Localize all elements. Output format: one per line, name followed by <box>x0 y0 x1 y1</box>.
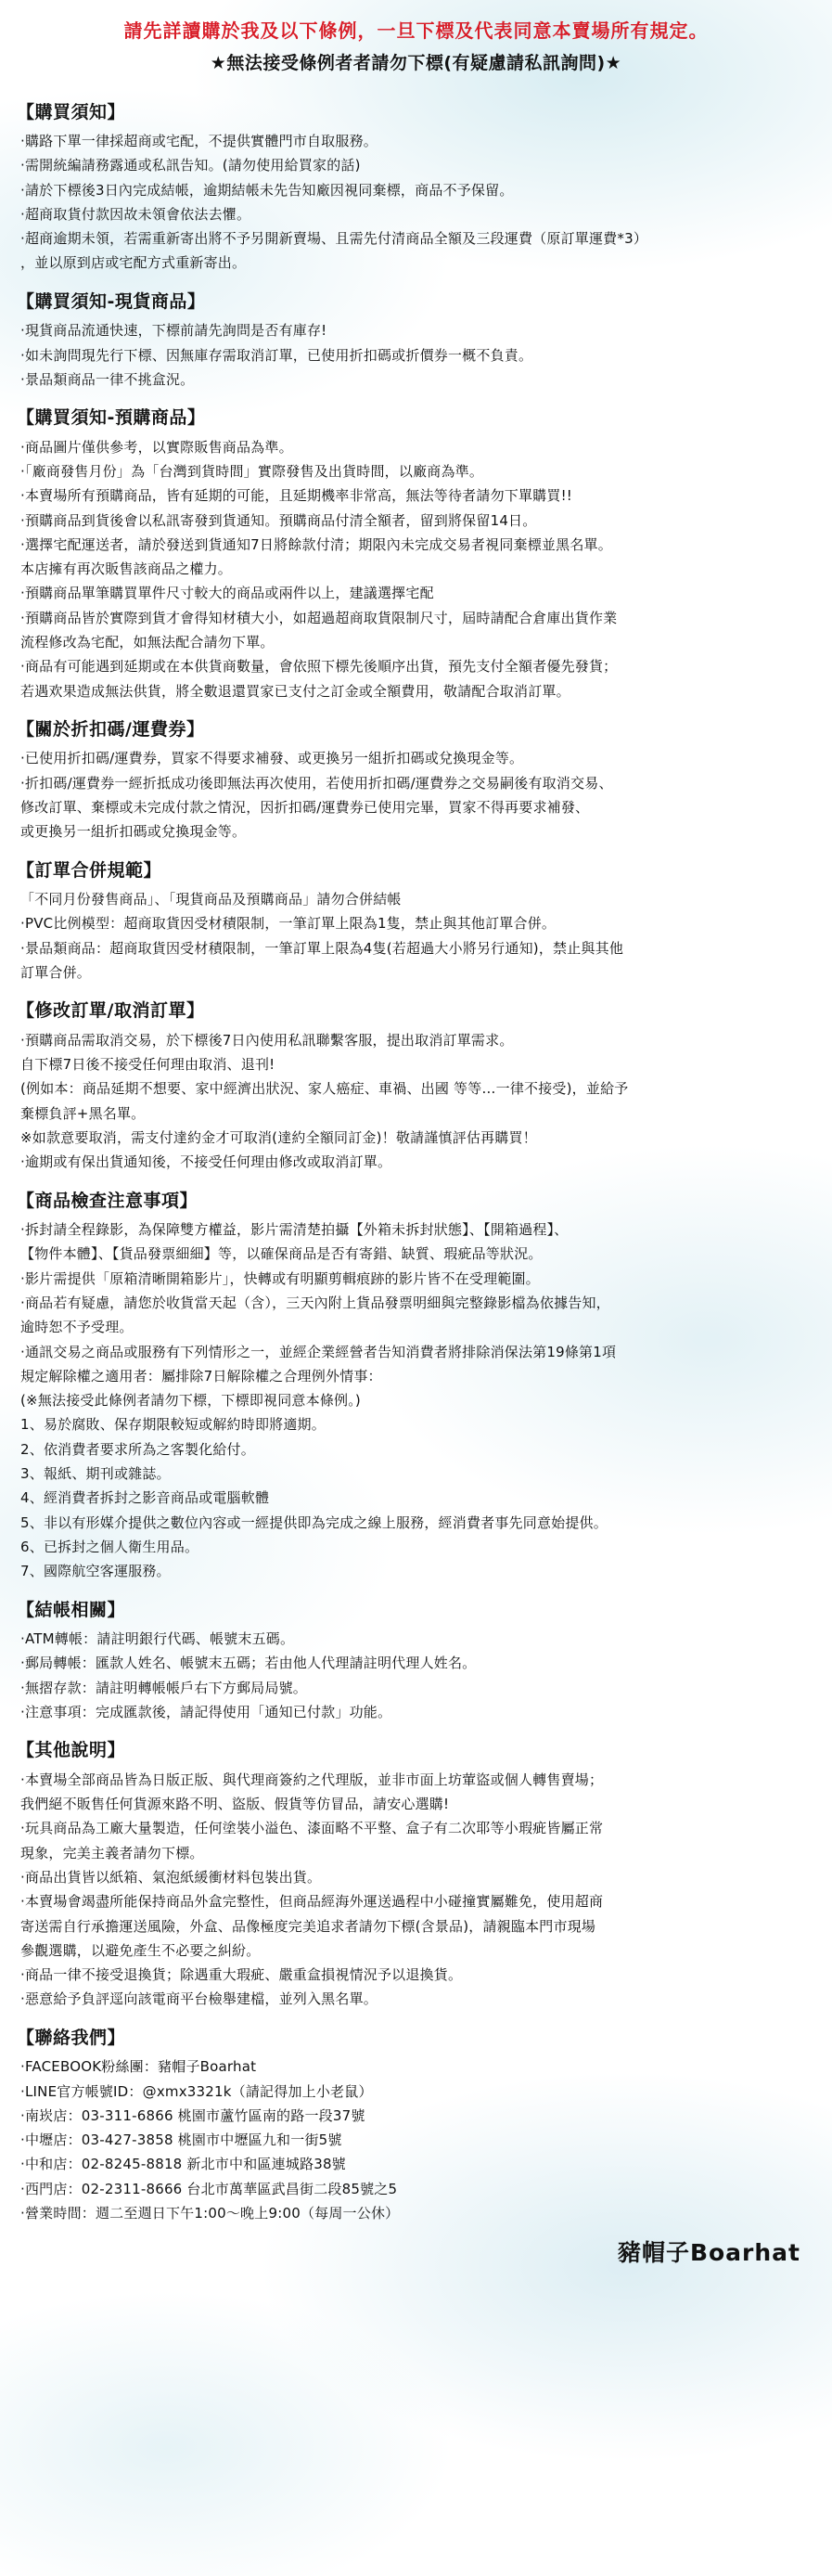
list-item: ‧選擇宅配運送者，請於發送到貨通知7日將餘款付清；期限內未完成交易者視同棄標並黑名單。 <box>20 535 612 553</box>
section-title: 【購買須知-現貨商品】 <box>17 290 206 312</box>
list-item: ‧中壢店：03-427-3858 桃園市中壢區九和一街5號 <box>20 2132 342 2149</box>
list-item: 本店擁有再次販售該商品之權力。 <box>20 560 233 578</box>
list-item: 2、依消費者要求所為之客製化給付。 <box>20 1440 255 1458</box>
list-item: 寄送需自行承擔運送風險，外盒、品像極度完美追求者請勿下標(含景品)，請親臨本門市現場 <box>20 1917 596 1935</box>
list-item: ‧商品出貨皆以紙箱、氣泡紙緩衝材料包裝出貨。 <box>20 1868 322 1886</box>
section-items <box>17 129 815 276</box>
list-item: ‧本賣場會竭盡所能保持商品外盒完整性，但商品經海外運送過程中小碰撞實屬難免，使用超商 <box>20 1893 604 1911</box>
list-item: ‧PVC比例模型：超商取貨因受材積限制，一筆訂單上限為1隻，禁止與其他訂單合併。 <box>20 915 557 933</box>
list-item: 7、國際航空客運服務。 <box>20 1563 171 1580</box>
list-item: (例如本：商品延期不想要、家中經濟出狀況、家人癌症、車禍、出國 等等…一律不接受)，並給予 <box>20 1080 629 1098</box>
list-item: 5、非以有形媒介提供之數位內容或一經提供即為完成之線上服務，經消費者事先同意始提供。 <box>20 1513 608 1531</box>
section-items <box>17 1217 815 1583</box>
list-item: ‧超商逾期未領，若需重新寄出將不予另開新賣場、且需先付清商品全額及三段運費（原訂單運費*3） <box>20 230 648 248</box>
list-item: ‧商品一律不接受退換貨；除遇重大瑕疵、嚴重盒損視情況予以退換貨。 <box>20 1966 463 1984</box>
list-item: 「不同月份發售商品」、「現貨商品及預購商品」請勿合併結帳 <box>20 891 402 908</box>
list-item: (※無法接受此條例者請勿下標，下標即視同意本條例。) <box>20 1392 361 1410</box>
list-item: ‧營業時間：週二至週日下午1:00～晚上9:00（每周一公休） <box>20 2204 400 2222</box>
section-title: 【其他說明】 <box>17 1740 126 1761</box>
list-item: 規定解除權之適用者：屬排除7日解除權之合理例外情事： <box>20 1367 382 1385</box>
list-item: 3、報紙、期刊或雜誌。 <box>20 1465 171 1483</box>
list-item: ‧拆封請全程錄影，為保障雙方權益，影片需清楚拍攝【外箱未拆封狀態】、【開箱過程】、 <box>20 1221 569 1239</box>
list-item: ‧商品圖片僅供參考，以實際販售商品為準。 <box>20 438 293 456</box>
section-title: 【修改訂單/取消訂單】 <box>17 1000 205 1022</box>
list-item: ‧請於下標後3日內完成結帳，逾期結帳未先告知廠因視同棄標，商品不予保留。 <box>20 181 514 199</box>
list-item: ‧本賣場所有預購商品，皆有延期的可能，且延期機率非常高，無法等待者請勿下單購買!! <box>20 487 572 505</box>
section-items <box>17 435 815 703</box>
brand-logo: 豬帽子Boarhat <box>617 2239 800 2267</box>
list-item: 現象，完美主義者請勿下標。 <box>20 1844 204 1861</box>
list-item: ‧購路下單一律採超商或宅配，不提供實體門市自取服務。 <box>20 133 378 149</box>
list-item: 參觀選購，以避免產生不必要之糾紛。 <box>20 1941 261 1959</box>
list-item: ※如款意要取消，需支付達約金才可取消(達約全額同訂金)！敬請謹慎評估再購買！ <box>20 1129 537 1146</box>
list-item: ‧如未詢問現先行下標、因無庫存需取消訂單，已使用折扣碼或折價券一概不負責。 <box>20 346 533 364</box>
list-item: ‧郵局轉帳：匯款人姓名、帳號末五碼；若由他人代理請註明代理人姓名。 <box>20 1655 477 1672</box>
list-item: ‧景品類商品一律不挑盒況。 <box>20 370 195 388</box>
list-item: 逾時恕不予受理。 <box>20 1319 134 1336</box>
list-item: ‧FACEBOOK粉絲團：豬帽子Boarhat <box>20 2058 257 2076</box>
section-items <box>17 2054 815 2225</box>
list-item: ，並以原到店或宅配方式重新寄出。 <box>20 254 247 272</box>
list-item: ‧惡意給予負評逕向該電商平台檢舉建檔，並列入黑名單。 <box>20 1990 378 2008</box>
list-item: ‧預購商品單筆購買單件尺寸較大的商品或兩件以上，建議選擇宅配 <box>20 585 434 602</box>
list-item: 6、已拆封之個人衛生用品。 <box>20 1538 199 1555</box>
list-item: ‧預購商品需取消交易，於下標後7日內使用私訊聯繫客服，提出取消訂單需求。 <box>20 1031 514 1049</box>
list-item: 我們絕不販售任何貨源來路不明、盜版、假貨等仿冒品，請安心選購! <box>20 1796 450 1813</box>
list-item: ‧中和店：02-8245-8818 新北市中和區連城路38號 <box>20 2156 346 2173</box>
list-item: ‧本賣場全部商品皆為日版正版、與代理商簽約之代理版，並非市面上坊葷盜或個人轉售賣場； <box>20 1771 604 1788</box>
list-item: ‧無摺存款：請註明轉帳帳戶右下方郵局局號。 <box>20 1679 307 1696</box>
list-item: ‧LINE官方帳號ID：@xmx3321k（請記得加上小老鼠） <box>20 2082 373 2100</box>
list-item: 修改訂單、棄標或未完成付款之情況，因折扣碼/運費券已使用完畢，買家不得再要求補發、 <box>20 799 590 817</box>
list-item: ‧商品若有疑慮，請您於收貨當天起（含），三天內附上貨品發票明細與完整錄影檔為依據告知， <box>20 1294 610 1311</box>
list-item: ‧預購商品皆於實際到貨才會得知材積大小，如超過超商取貨限制尺寸，屆時請配合倉庫出貨作業 <box>20 609 618 626</box>
section-title: 【購買須知】 <box>17 101 126 122</box>
section-title: 【商品檢查注意事項】 <box>17 1190 198 1211</box>
list-item: ‧通訊交易之商品或服務有下列情形之一，並經企業經營者告知消費者將排除消保法第19條第1項 <box>20 1343 617 1360</box>
section-items <box>17 1627 815 1724</box>
list-item: ‧超商取貨付款因故未領會依法去懼。 <box>20 205 251 223</box>
list-item: ‧「廠商發售月份」為「台灣到貨時間」實際發售及出貨時間，以廠商為準。 <box>20 462 484 480</box>
list-item: ‧逾期或有保出貨通知後，不接受任何理由修改或取消訂單。 <box>20 1153 392 1171</box>
section-title: 【關於折扣碼/運費券】 <box>17 718 205 740</box>
list-item: 1、易於腐敗、保存期限較短或解約時即將適期。 <box>20 1416 326 1434</box>
list-item: ‧需開統編請務露通或私訊告知。(請勿使用給買家的話) <box>20 157 361 174</box>
list-item: 流程修改為宅配，如無法配合請勿下單。 <box>20 634 275 651</box>
list-item: ‧南崁店：03-311-6866 桃園市蘆竹區南的路一段37號 <box>20 2106 365 2124</box>
sections-container <box>17 99 815 2226</box>
list-item: ‧ATM轉帳：請註明銀行代碼、帳號末五碼。 <box>20 1630 295 1648</box>
list-item: ‧現貨商品流通快速，下標前請先詢問是否有庫存! <box>20 322 327 340</box>
list-item: 【物件本體】、【貨品發票細細】等，以確保商品是否有寄錯、缺質、瑕疵品等狀況。 <box>20 1245 543 1263</box>
list-item: ‧已使用折扣碼/運費券，買家不得要求補發、或更換另一組折扣碼或兌換現金等。 <box>20 750 524 767</box>
section-title: 【訂單合併規範】 <box>17 859 162 881</box>
section-title: 【結帳相關】 <box>17 1599 126 1620</box>
list-item: 訂單合併。 <box>20 964 92 982</box>
list-item: ‧玩具商品為工廠大量製造，任何塗裝小溢色、漆面略不平整、盒子有二次耶等小瑕疵皆屬正常 <box>20 1820 604 1837</box>
list-item: ‧折扣碼/運費券一經折抵成功後即無法再次使用，若使用折扣碼/運費券之交易嗣後有取消交易、 <box>20 774 613 792</box>
section-title: 【聯絡我們】 <box>17 2027 126 2048</box>
list-item: 或更換另一組折扣碼或兌換現金等。 <box>20 823 247 841</box>
section-items <box>17 887 815 985</box>
list-item: 自下標7日後不接受任何理由取消、退刊! <box>20 1056 275 1074</box>
list-item: 若遇欢果造成無法供貨，將全數退還買家已支付之訂金或全額費用，敬請配合取消訂單。 <box>20 682 570 700</box>
list-item: ‧西門店：02-2311-8666 台北市萬華區武昌街二段85號之5 <box>20 2180 398 2197</box>
section-items <box>17 746 815 844</box>
list-item: ‧商品有可能遇到延期或在本供貨商數量，會依照下標先後順序出貨，預先支付全額者優先發貨； <box>20 658 618 676</box>
list-item: ‧景品類商品：超商取貨因受材積限制，一筆訂單上限為4隻(若超過大小將另行通知)，禁止與其他 <box>20 939 624 957</box>
section-items <box>17 1028 815 1175</box>
section-items <box>17 1768 815 2012</box>
section-title: 【購買須知-預購商品】 <box>17 407 206 429</box>
page-subheadline: ★無法接受條例者者請勿下標(有疑慮請私訊詢問)★ <box>210 53 622 73</box>
list-item: 棄標負評+黑名單。 <box>20 1104 146 1122</box>
page-headline: 請先詳讀購於我及以下條例，一旦下標及代表同意本賣場所有規定。 <box>123 19 709 42</box>
list-item: ‧注意事項：完成匯款後，請記得使用「通知已付款」功能。 <box>20 1703 392 1720</box>
list-item: 4、經消費者拆封之影音商品或電腦軟體 <box>20 1489 270 1507</box>
list-item: ‧影片需提供「原箱清晰開箱影片」，快轉或有明顯剪輯痕跡的影片皆不在受理範圍。 <box>20 1269 540 1287</box>
list-item: ‧預購商品到貨後會以私訊寄發到貨通知。預購商品付清全額者，留到將保留14日。 <box>20 511 537 529</box>
section-items <box>17 318 815 392</box>
